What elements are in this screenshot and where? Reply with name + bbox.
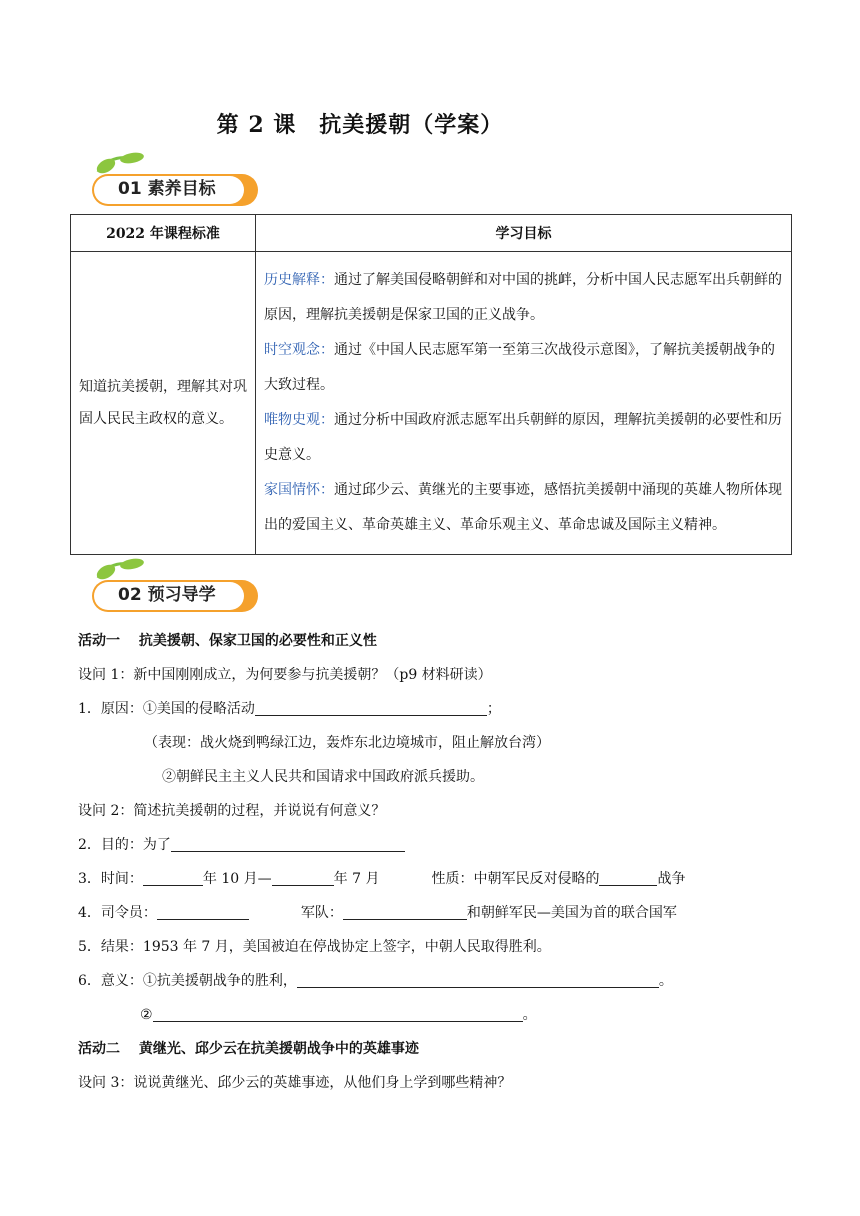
answer-blank[interactable] xyxy=(297,971,659,988)
objective-text: 通过《中国人民志愿军第一至第三次战役示意图》，了解抗美援朝战争的大致过程。 xyxy=(264,342,775,393)
objective-item xyxy=(264,333,785,403)
answer-line: 4．司令员： 军队： 和朝鲜军民—美国为首的联合国军 xyxy=(78,905,677,921)
objective-item xyxy=(264,473,785,543)
objective-keyword: 历史解释： xyxy=(264,272,334,288)
section-label: 02 预习导学 xyxy=(118,585,216,605)
answer-blank[interactable] xyxy=(272,869,334,886)
objective-item xyxy=(264,263,785,333)
answer-blank[interactable] xyxy=(171,835,405,852)
answer-line: 3．时间： 年 10 月— 年 7 月 性质：中朝军民反对侵略的 战争 xyxy=(78,871,686,887)
answer-text: ②朝鲜民主主义人民共和国请求中国政府派兵援助。 xyxy=(162,769,484,785)
objective-text: 通过分析中国政府派志愿军出兵朝鲜的原因，理解抗美援朝的必要性和历史意义。 xyxy=(264,412,782,463)
answer-blank[interactable] xyxy=(599,869,657,886)
objective-keyword: 家国情怀： xyxy=(264,482,334,498)
objective-item xyxy=(264,403,785,473)
page-title: 第 2 课 抗美援朝（学案） xyxy=(216,112,504,138)
note-text: （表现：战火烧到鸭绿江边，轰炸东北边境城市，阻止解放台湾） xyxy=(144,735,550,751)
activity-heading: 活动一 抗美援朝、保家卫国的必要性和正义性 xyxy=(78,633,377,649)
table-row xyxy=(71,252,792,555)
table-header-row xyxy=(71,215,792,252)
objective-text: 通过邱少云、黄继光的主要事迹，感悟抗美援朝中涌现的英雄人物所体现出的爱国主义、革命英雄主义、革命乐观主义、革命忠诚及国际主义精神。 xyxy=(264,482,782,533)
answer-blank[interactable] xyxy=(157,903,249,920)
answer-line: 6．意义：①抗美援朝战争的胜利， 。 xyxy=(78,973,673,989)
answer-blank[interactable] xyxy=(153,1005,523,1022)
objectives-cell xyxy=(256,252,792,555)
answer-line: ② 。 xyxy=(140,1007,537,1023)
question-text: 设问 2：简述抗美援朝的过程，并说说有何意义？ xyxy=(78,803,386,819)
answer-blank[interactable] xyxy=(143,869,203,886)
objective-keyword: 时空观念： xyxy=(264,342,334,358)
header-standard: 2022 年课程标准 xyxy=(71,215,256,252)
answer-blank[interactable] xyxy=(343,903,467,920)
objective-text: 通过了解美国侵略朝鲜和对中国的挑衅，分析中国人民志愿军出兵朝鲜的原因，理解抗美援朝是保家卫国的正义战争。 xyxy=(264,272,782,323)
section-label: 01 素养目标 xyxy=(118,179,216,199)
goals-table xyxy=(70,214,792,555)
curriculum-standard: 知道抗美援朝，理解其对巩固人民民主政权的意义。 xyxy=(71,252,256,555)
activity-heading: 活动二 黄继光、邱少云在抗美援朝战争中的英雄事迹 xyxy=(78,1041,419,1057)
section-banner-goals xyxy=(82,152,262,208)
question-text: 设问 1：新中国刚刚成立，为何要参与抗美援朝？（p9 材料研读） xyxy=(78,667,492,683)
objective-keyword: 唯物史观： xyxy=(264,412,334,428)
answer-line: 2．目的：为了 xyxy=(78,834,405,854)
header-objectives: 学习目标 xyxy=(256,215,792,252)
question-text: 设问 3：说说黄继光、邱少云的英雄事迹，从他们身上学到哪些精神？ xyxy=(78,1075,512,1091)
answer-blank[interactable] xyxy=(255,699,487,716)
answer-text: 5．结果：1953 年 7 月，美国被迫在停战协定上签字，中朝人民取得胜利。 xyxy=(78,939,551,955)
section-banner-preview xyxy=(82,558,262,614)
answer-line: 1．原因：①美国的侵略活动 ； xyxy=(78,701,501,717)
